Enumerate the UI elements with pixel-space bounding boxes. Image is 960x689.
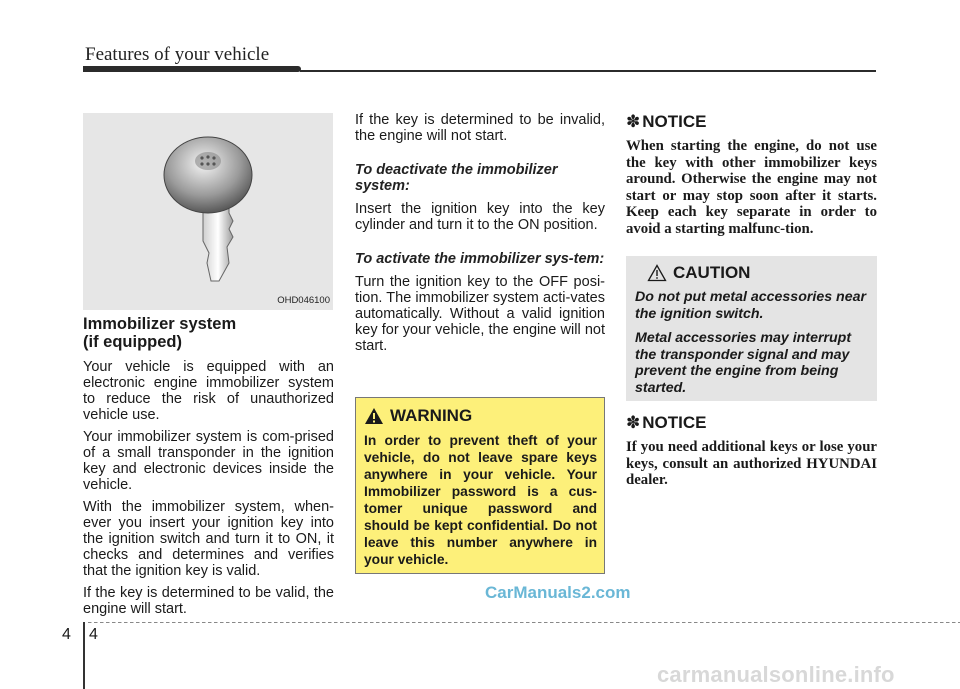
- page-number: 4: [89, 626, 98, 643]
- image-code: OHD046100: [277, 295, 330, 306]
- notice-section: [626, 413, 877, 489]
- page-number-divider: [83, 622, 85, 689]
- notice-text: When starting the engine, do not use the key with other immobilizer keys around. Otherwise the engine may not start or may stop soon after it starts. Keep each key separate in order to avoid a starting malfunc-tion.: [626, 138, 877, 237]
- footer-rule: [88, 622, 960, 623]
- paragraph: Your vehicle is equipped with an electronic engine immobilizer system to reduce the risk of unauthorized vehicle use.: [83, 359, 334, 423]
- paragraph: With the immobilizer system, when-ever you insert your ignition key into the ignition switch and turn it to ON, it checks and determines and verifies that the ignition key is valid.: [83, 499, 334, 579]
- notice-heading: ✽ NOTICE: [626, 112, 707, 131]
- subheading-activate: To activate the immobilizer sys-tem:: [355, 251, 605, 267]
- notice-star-icon: ✽: [626, 112, 641, 131]
- key-illustration: [83, 113, 333, 310]
- paragraph: Turn the ignition key to the OFF posi-tion. The immobilizer system acti-vates automatically. Without a valid ignition key for your vehicle, the engine will not start.: [355, 274, 605, 354]
- caution-text: Do not put metal accessories near the ignition switch.: [635, 289, 867, 322]
- warning-title: WARNING: [390, 406, 473, 425]
- caution-box: [626, 256, 877, 401]
- notice-heading: ✽ NOTICE: [626, 413, 707, 432]
- page-header-title: Features of your vehicle: [85, 44, 270, 65]
- warning-text: In order to prevent theft of your vehicle, do not leave spare keys anywhere in your vehicle. Your Immobilizer password is a cus-tomer unique password and should be kept confidential. Do not leave this number anywhere in your vehicle.: [364, 433, 597, 567]
- caution-text: Metal accessories may interrupt the transponder signal and may prevent the engine from being started.: [635, 330, 852, 396]
- watermark: CarManuals2.com: [485, 583, 631, 602]
- notice-text: If you need additional keys or lose your keys, consult an authorized HYUNDAI dealer.: [626, 439, 877, 488]
- right-column: [626, 112, 877, 237]
- warning-icon: [364, 407, 384, 425]
- header-rule: [300, 70, 876, 72]
- subheading-deactivate: To deactivate the immobilizer system:: [355, 162, 558, 194]
- notice-star-icon: ✽: [626, 413, 641, 432]
- paragraph: Your immobilizer system is com-prised of a small transponder in the ignition key and electronic devices inside the vehicle.: [83, 429, 334, 493]
- watermark: carmanualsonline.info: [657, 662, 895, 687]
- warning-box: [355, 397, 605, 574]
- paragraph: If the key is determined to be valid, the engine will start.: [83, 585, 334, 617]
- paragraph: If the key is determined to be invalid, the engine will not start.: [355, 112, 605, 144]
- section-heading: Immobilizer system (if equipped): [83, 315, 237, 351]
- paragraph: Insert the ignition key into the key cylinder and turn it to the ON position.: [355, 201, 605, 233]
- caution-title: CAUTION: [673, 263, 751, 282]
- page-section-number: 4: [62, 626, 71, 643]
- middle-column: [355, 112, 605, 354]
- header-bar: [83, 66, 301, 72]
- caution-icon: [647, 264, 667, 282]
- left-column: [83, 315, 334, 617]
